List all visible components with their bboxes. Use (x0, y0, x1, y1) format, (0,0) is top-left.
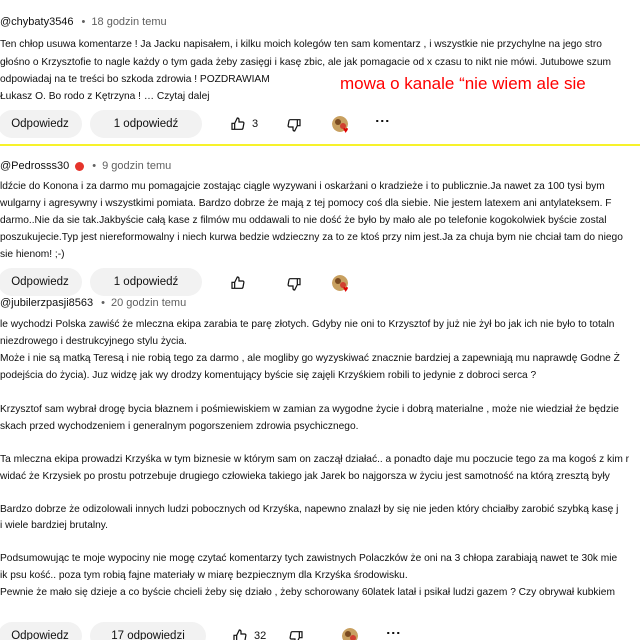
creator-avatar (342, 628, 358, 640)
comment-header (0, 16, 167, 28)
separator-dot: • (101, 297, 105, 309)
replies-count-label: 17 odpowiedzi (111, 630, 185, 640)
comment-text-line: niezdrowego i destrukcyjnego stylu życia. (0, 336, 187, 347)
comment-text-line: ldźcie do Konona i za darmo mu pomagajcie zostając ciągle wyzywani i oskarżani o kradzieże i to publicznie.Ja nawet za 100 tysi bym (0, 181, 605, 192)
comment-text-line: podejścia do życia). Juz widzę jak wy drodzy komentujący byście się zajęli Krzyśkiem robili to jedynie z dobroci serca ? (0, 370, 537, 381)
thumbs-down-icon (286, 117, 302, 133)
replies-toggle-button[interactable] (90, 268, 202, 296)
comment-text-line: poszukujecie.Typ jest niereformowalny i niech kurwa bedzie wdzieczny za to ze ktoś przy nim jest.Ja za chuja bym nie chciał tam do niego (0, 232, 623, 243)
more-vert-icon[interactable]: ⋮ (375, 114, 391, 128)
reply-button[interactable]: Odpowiedz (0, 110, 82, 138)
comment-text-line: wulgarny i agresywny i wszystkimi pomiata. Bardzo dobrze że mają z tej pomocy coś dla siebie. Nie jestem latexem ani antylateksem. F (0, 198, 612, 209)
heart-icon: ♥ (343, 125, 349, 135)
comment-text-line[interactable]: Łukasz O. Bo rodo z Kętrzyna ! … Czytaj dalej (0, 91, 210, 102)
comment-author[interactable]: @jubilerzpasji8563 (0, 297, 94, 309)
comment-text-line: skach przed wychodzeniem i generalnym pogorszeniem zdrowia psychicznego. (0, 421, 359, 432)
replies-count-label: 1 odpowiedź (113, 118, 179, 130)
comment-time[interactable]: 18 godzin temu (91, 16, 167, 28)
more-vert-icon[interactable]: ⋮ (386, 626, 402, 640)
like-button[interactable] (230, 275, 246, 291)
dislike-button[interactable] (286, 117, 302, 133)
comment-text-line: Może i nie są matką Teresą i nie robią tego za darmo , ale mogliby go wyzyskiwać znacznie bardziej a zapewniają mu naprawdę Godne Ż (0, 353, 620, 364)
like-button[interactable] (232, 628, 266, 640)
replies-toggle-button[interactable] (90, 622, 206, 640)
comment-header (0, 297, 186, 309)
creator-badge-icon (75, 162, 84, 171)
thumbs-up-icon (230, 116, 246, 132)
comment-time[interactable]: 9 godzin temu (102, 160, 172, 172)
thumbs-up-icon (232, 628, 248, 640)
comment-text-line: sie hienom! ;-) (0, 249, 65, 260)
comment-header (0, 160, 171, 172)
thumbs-down-icon (286, 276, 302, 292)
comment-text-line: widać że Krzysiek po prostu potrzebuje drugiego człowieka takiego jak Jarek bo najgorsza w życiu jest samotność na którą zresztą były (0, 471, 610, 482)
comment-text-line: głośno o Krzysztofie to nagle każdy o tym gada żeby zasięgi i kasę zbic, ale jak pomagacie od x czasu to nikt nie mówi. Jutubowe szum (0, 57, 611, 68)
like-button[interactable] (230, 116, 258, 132)
separator-dot: • (81, 16, 86, 28)
replies-toggle-button[interactable] (90, 110, 202, 138)
like-count: 32 (254, 630, 267, 640)
separator-dot: • (92, 160, 97, 172)
reply-button[interactable]: Odpowiedz (0, 622, 82, 640)
comment-text-line: Ten chłop usuwa komentarze ! Ja Jacku napisałem, i kilku moich kolegów ten sam komentarz , i wszystkie nie przychylne na jego stro (0, 39, 602, 50)
comment-text-line: Pewnie że mało się dzieje a co byście chcieli żeby się działo , żeby schorowany 60latek latał i psikał ludzi gazem ? Czy obrywał kubkiem (0, 587, 615, 598)
heart-icon: ♥ (343, 284, 349, 294)
comment-author[interactable]: @Pedrosss30 (0, 160, 70, 172)
dislike-button[interactable] (288, 629, 304, 640)
comment-text-line: odpowiadaj na te treści bo szkoda zdrowia ! POZDRAWIAM (0, 74, 270, 85)
dislike-button[interactable] (286, 276, 302, 292)
comment-text-line: le wychodzi Polska zawiść że mleczna ekipa zarabia te parę złotych. Gdyby nie oni to Krzysztof by już nie żył bo jak ich nie było to totaln (0, 319, 615, 330)
comment-author[interactable]: @chybaty3546 (0, 16, 74, 28)
comment-text-line: Krzysztof sam wybrał drogę bycia błaznem i pośmiewiskiem w zamian za wygodne życie i dobrą materialne , może nie wiedział że będzie (0, 404, 619, 415)
comment-text-line: Bardzo dobrze że odizolowali innych ludzi pobocznych od Krzyśka, napewno znalazł by się nie jeden który chciałby zarobić szybką kasę j (0, 504, 619, 515)
comment-text-line: Ta mleczna ekipa prowadzi Krzyśka w tym biznesie w którym sam on zaczął działać.. a ponadto daje mu poczucie tego za ma kogoś z kim r (0, 454, 630, 465)
comment-text-line: ik psu kość.. poza tym robią fajne materiały w miarę bezpiecznym dla Krzyśka środowisku. (0, 570, 408, 581)
red-annotation-text: mowa o kanale “nie wiem ale sie (340, 74, 586, 93)
comment-time[interactable]: 20 godzin temu (110, 297, 187, 309)
comment-text-line: darmo..Nie da sie tak.Jakbyście całą kase z filmów mu oddawali to nie dość że było by mało ale po telefonie kogokolwiek byście zostal (0, 215, 607, 226)
reply-button[interactable]: Odpowiedz (0, 268, 82, 296)
yellow-underline-annotation (0, 144, 640, 146)
comment-text-line: Podsumowując te moje wypociny nie mogę czytać komentarzy tych zawistnych Polaczków że oni na 3 chłopa zarabiają nawet te 30k mie (0, 553, 618, 564)
like-count: 3 (252, 118, 259, 130)
thumbs-down-icon (288, 629, 304, 640)
thumbs-up-icon (230, 275, 246, 291)
comment-text-line: i wiele bardziej brutalny. (0, 520, 108, 531)
replies-count-label: 1 odpowiedź (113, 276, 179, 288)
